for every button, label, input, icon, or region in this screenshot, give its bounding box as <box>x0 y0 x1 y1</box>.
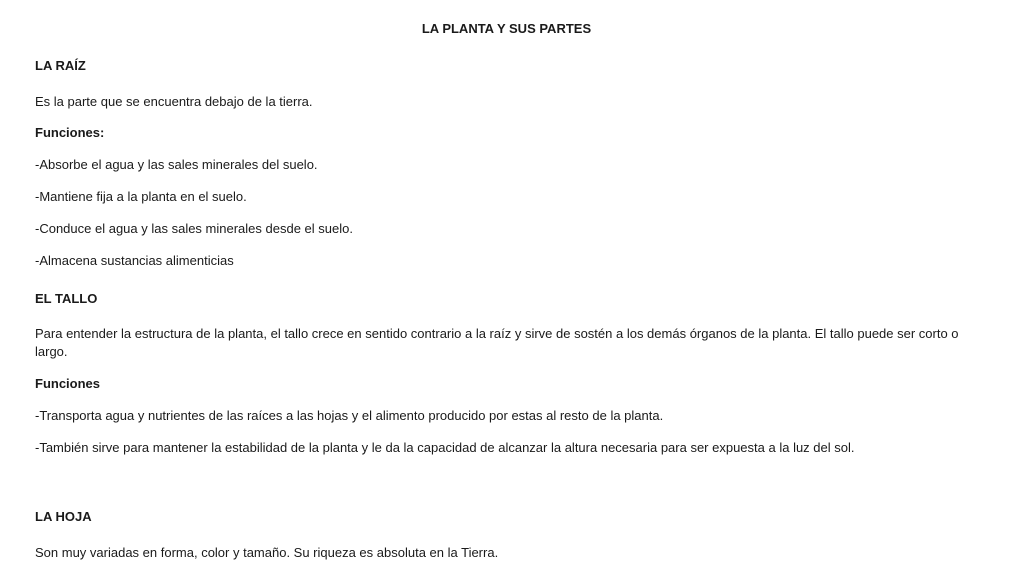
page-title: LA PLANTA Y SUS PARTES <box>421 21 592 36</box>
raiz-function-item: -Conduce el agua y las sales minerales desde el suelo. <box>35 221 353 236</box>
tallo-functions-label: Funciones <box>35 376 101 391</box>
tallo-description: Para entender la estructura de la planta, el tallo crece en sentido contrario a la raíz y sirve de sostén a los demás órganos de la planta. El tallo puede ser corto o largo. <box>35 326 959 359</box>
raiz-functions-label: Funciones: <box>35 125 105 140</box>
raiz-function-item: -Absorbe el agua y las sales minerales del suelo. <box>35 157 318 172</box>
raiz-function-item: -Almacena sustancias alimenticias <box>35 253 234 268</box>
raiz-description: Es la parte que se encuentra debajo de la tierra. <box>35 94 313 109</box>
heading-tallo: EL TALLO <box>35 291 98 306</box>
raiz-function-item: -Mantiene fija a la planta en el suelo. <box>35 189 247 204</box>
tallo-function-item: -También sirve para mantener la estabilidad de la planta y le da la capacidad de alcanzar la altura necesaria para ser expuesta a la luz del sol. <box>35 440 855 455</box>
tallo-function-item: -Transporta agua y nutrientes de las raíces a las hojas y el alimento producido por estas al resto de la planta. <box>35 408 664 423</box>
heading-raiz: LA RAÍZ <box>35 58 86 73</box>
hoja-description: Son muy variadas en forma, color y tamaño. Su riqueza es absoluta en la Tierra. <box>35 545 499 560</box>
heading-hoja: LA HOJA <box>35 509 92 524</box>
